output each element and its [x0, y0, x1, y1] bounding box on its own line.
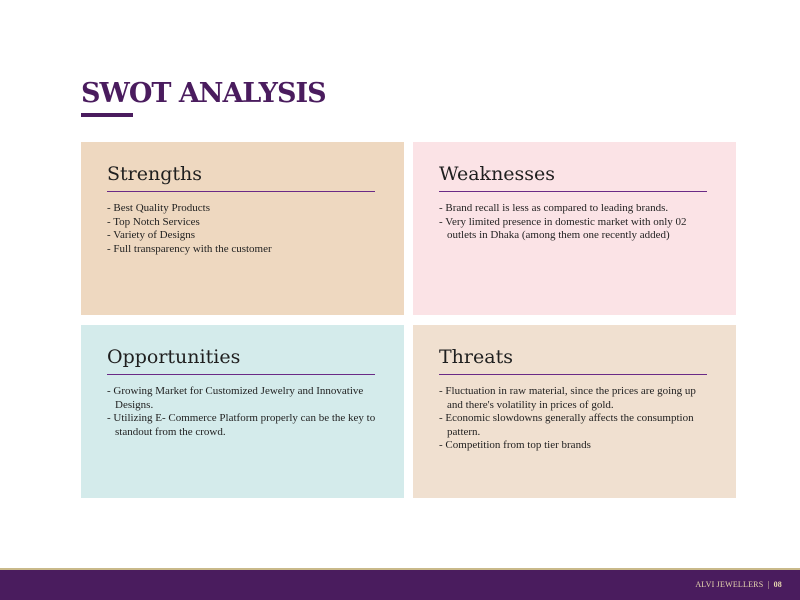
strengths-title: Strengths: [107, 163, 202, 185]
opportunities-list: [107, 385, 378, 439]
weaknesses-divider: [439, 191, 707, 192]
strengths-list: [107, 202, 378, 256]
strengths-card: [81, 142, 404, 315]
threats-divider: [439, 374, 707, 375]
footer-separator: |: [767, 580, 770, 589]
weaknesses-title: Weaknesses: [439, 163, 556, 185]
threats-title: Threats: [439, 346, 513, 368]
list-item: - Best Quality Products: [107, 202, 378, 216]
list-item: - Very limited presence in domestic market with only 02 outlets in Dhaka (among them one recently added): [439, 216, 710, 243]
strengths-divider: [107, 191, 375, 192]
weaknesses-list: [439, 202, 710, 243]
list-item: - Growing Market for Customized Jewelry and Innovative Designs.: [107, 385, 378, 412]
footer-brand: ALVI JEWELLERS: [695, 580, 764, 589]
list-item: - Full transparency with the customer: [107, 243, 378, 257]
opportunities-title: Opportunities: [107, 346, 241, 368]
list-item: - Brand recall is less as compared to leading brands.: [439, 202, 710, 216]
list-item: - Fluctuation in raw material, since the prices are going up and there's volatility in prices of gold.: [439, 385, 710, 412]
footer-bar: [0, 568, 800, 600]
threats-list: [439, 385, 710, 453]
title-underline: [81, 113, 133, 117]
footer-label: [695, 580, 782, 589]
opportunities-card: [81, 325, 404, 498]
list-item: - Utilizing E- Commerce Platform properly can be the key to standout from the crowd.: [107, 412, 378, 439]
threats-card: [413, 325, 736, 498]
page-title: SWOT ANALYSIS: [81, 78, 326, 109]
weaknesses-card: [413, 142, 736, 315]
list-item: - Variety of Designs: [107, 229, 378, 243]
list-item: - Economic slowdowns generally affects the consumption pattern.: [439, 412, 710, 439]
list-item: - Top Notch Services: [107, 216, 378, 230]
opportunities-divider: [107, 374, 375, 375]
list-item: - Competition from top tier brands: [439, 439, 710, 453]
page-number: 08: [773, 580, 782, 589]
